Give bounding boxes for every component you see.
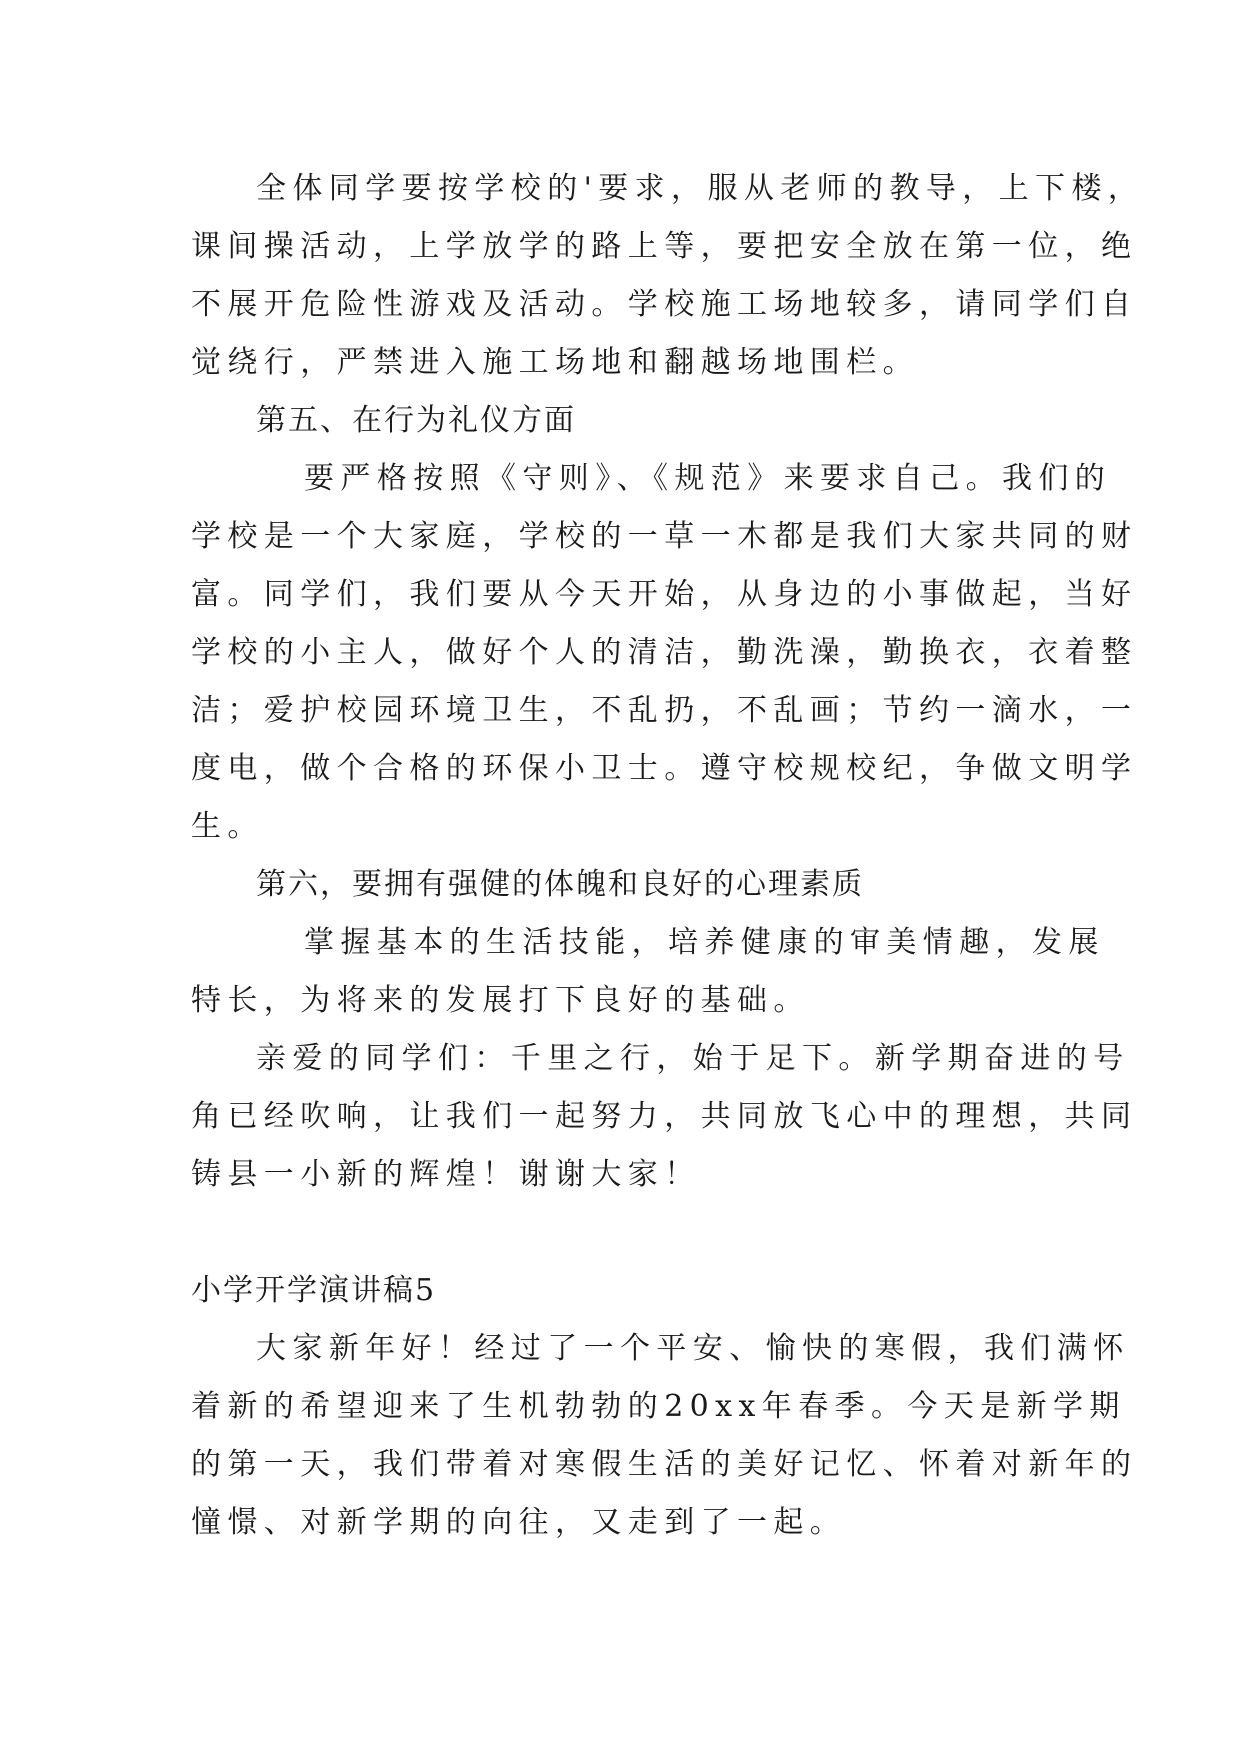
paragraph-line: 掌握基本的生活技能，培养健康的审美情趣，发展 — [304, 925, 1105, 960]
paragraph-line: 要严格按照《守则》、《规范》来要求自己。我们的 — [304, 461, 1112, 496]
paragraph-line: 度电，做个合格的环保小卫士。遵守校规校纪，争做文明学 — [191, 751, 1138, 786]
paragraph-line: 生。 — [191, 809, 264, 844]
paragraph-line: 着新的希望迎来了生机勃勃的20xx年春季。今天是新学期 — [191, 1389, 1126, 1424]
paragraph-line: 学校是一个大家庭，学校的一草一木都是我们大家共同的财 — [191, 519, 1138, 554]
paragraph-line: 角已经吹响，让我们一起努力，共同放飞心中的理想，共同 — [191, 1099, 1138, 1134]
paragraph-line: 大家新年好！经过了一个平安、愉快的寒假，我们满怀 — [256, 1331, 1130, 1366]
paragraph-line: 憧憬、对新学期的向往，又走到了一起。 — [191, 1505, 847, 1540]
paragraph-line: 铸县一小新的辉煌！谢谢大家！ — [191, 1157, 701, 1192]
paragraph-line: 的第一天，我们带着对寒假生活的美好记忆、怀着对新年的 — [191, 1447, 1138, 1482]
paragraph-line: 觉绕行，严禁进入施工场地和翻越场地围栏。 — [191, 345, 919, 380]
document-body — [191, 160, 1145, 1552]
paragraph-line: 全体同学要按学校的'要求，服从老师的教导，上下楼， — [256, 171, 1145, 206]
paragraph-line: 富。同学们，我们要从今天开始，从身边的小事做起，当好 — [191, 577, 1138, 612]
paragraph-line: 特长，为将来的发展打下良好的基础。 — [191, 983, 810, 1018]
article-title: 小学开学演讲稿5 — [191, 1273, 437, 1308]
section-heading: 第五、在行为礼仪方面 — [256, 403, 576, 438]
paragraph-line: 亲爱的同学们：千里之行，始于足下。新学期奋进的号 — [256, 1041, 1130, 1076]
blank-line — [191, 1204, 1071, 1262]
paragraph-line: 洁；爱护校园环境卫生，不乱扔，不乱画；节约一滴水，一 — [191, 693, 1138, 728]
section-heading: 第六，要拥有强健的体魄和良好的心理素质 — [256, 867, 864, 902]
paragraph-line: 不展开危险性游戏及活动。学校施工场地较多，请同学们自 — [191, 287, 1138, 322]
paragraph-line: 学校的小主人，做好个人的清洁，勤洗澡，勤换衣，衣着整 — [191, 635, 1138, 670]
paragraph-line: 课间操活动，上学放学的路上等，要把安全放在第一位，绝 — [191, 229, 1138, 264]
